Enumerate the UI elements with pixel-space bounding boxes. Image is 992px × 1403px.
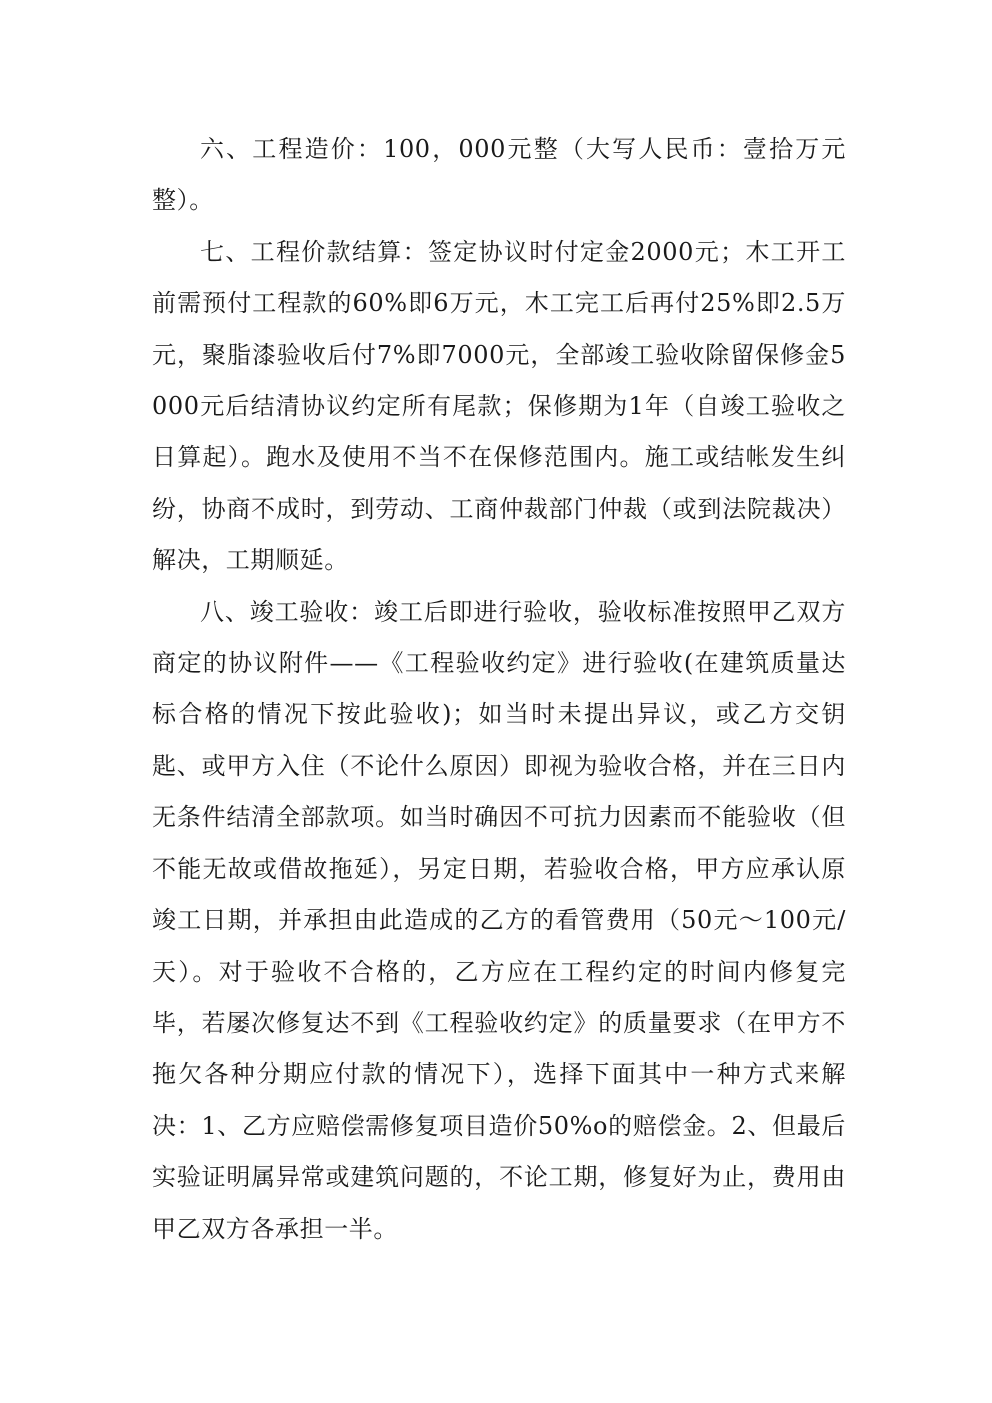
paragraph-project-cost: 六、工程造价：100，000元整（大写人民币：壹拾万元整）。 xyxy=(152,135,846,215)
document-body xyxy=(152,124,846,1255)
paragraph-completion-acceptance: 八、竣工验收：竣工后即进行验收，验收标准按照甲乙双方商定的协议附件——《工程验收约定》进行验收(在建筑质量达标合格的情况下按此验收)；如当时未提出异议，或乙方交钥匙、或甲方入住（不论什么原因）即视为验收合格，并在三日内无条件结清全部款项。如当时确因不可抗力因素而不能验收（但不能无故或借故拖延），另定日期，若验收合格，甲方应承认原竣工日期，并承担由此造成的乙方的看管费用（50元～100元/天）。对于验收不合格的，乙方应在工程约定的时间内修复完毕，若屡次修复达不到《工程验收约定》的质量要求（在甲方不拖欠各种分期应付款的情况下），选择下面其中一种方式来解决：1、乙方应赔偿需修复项目造价50%o的赔偿金。2、但最后实验证明属异常或建筑问题的，不论工期，修复好为止，费用由甲乙双方各承担一半。 xyxy=(152,597,846,1243)
paragraph-payment-settlement: 七、工程价款结算：签定协议时付定金2000元；木工开工前需预付工程款的60%即6万元，木工完工后再付25%即2.5万元，聚脂漆验收后付7%即7000元，全部竣工验收除留保修金5000元后结清协议约定所有尾款；保修期为1年（自竣工验收之日算起）。跑水及使用不当不在保修范围内。施工或结帐发生纠纷，协商不成时，到劳动、工商仲裁部门仲裁（或到法院裁决）解决，工期顺延。 xyxy=(152,237,846,575)
